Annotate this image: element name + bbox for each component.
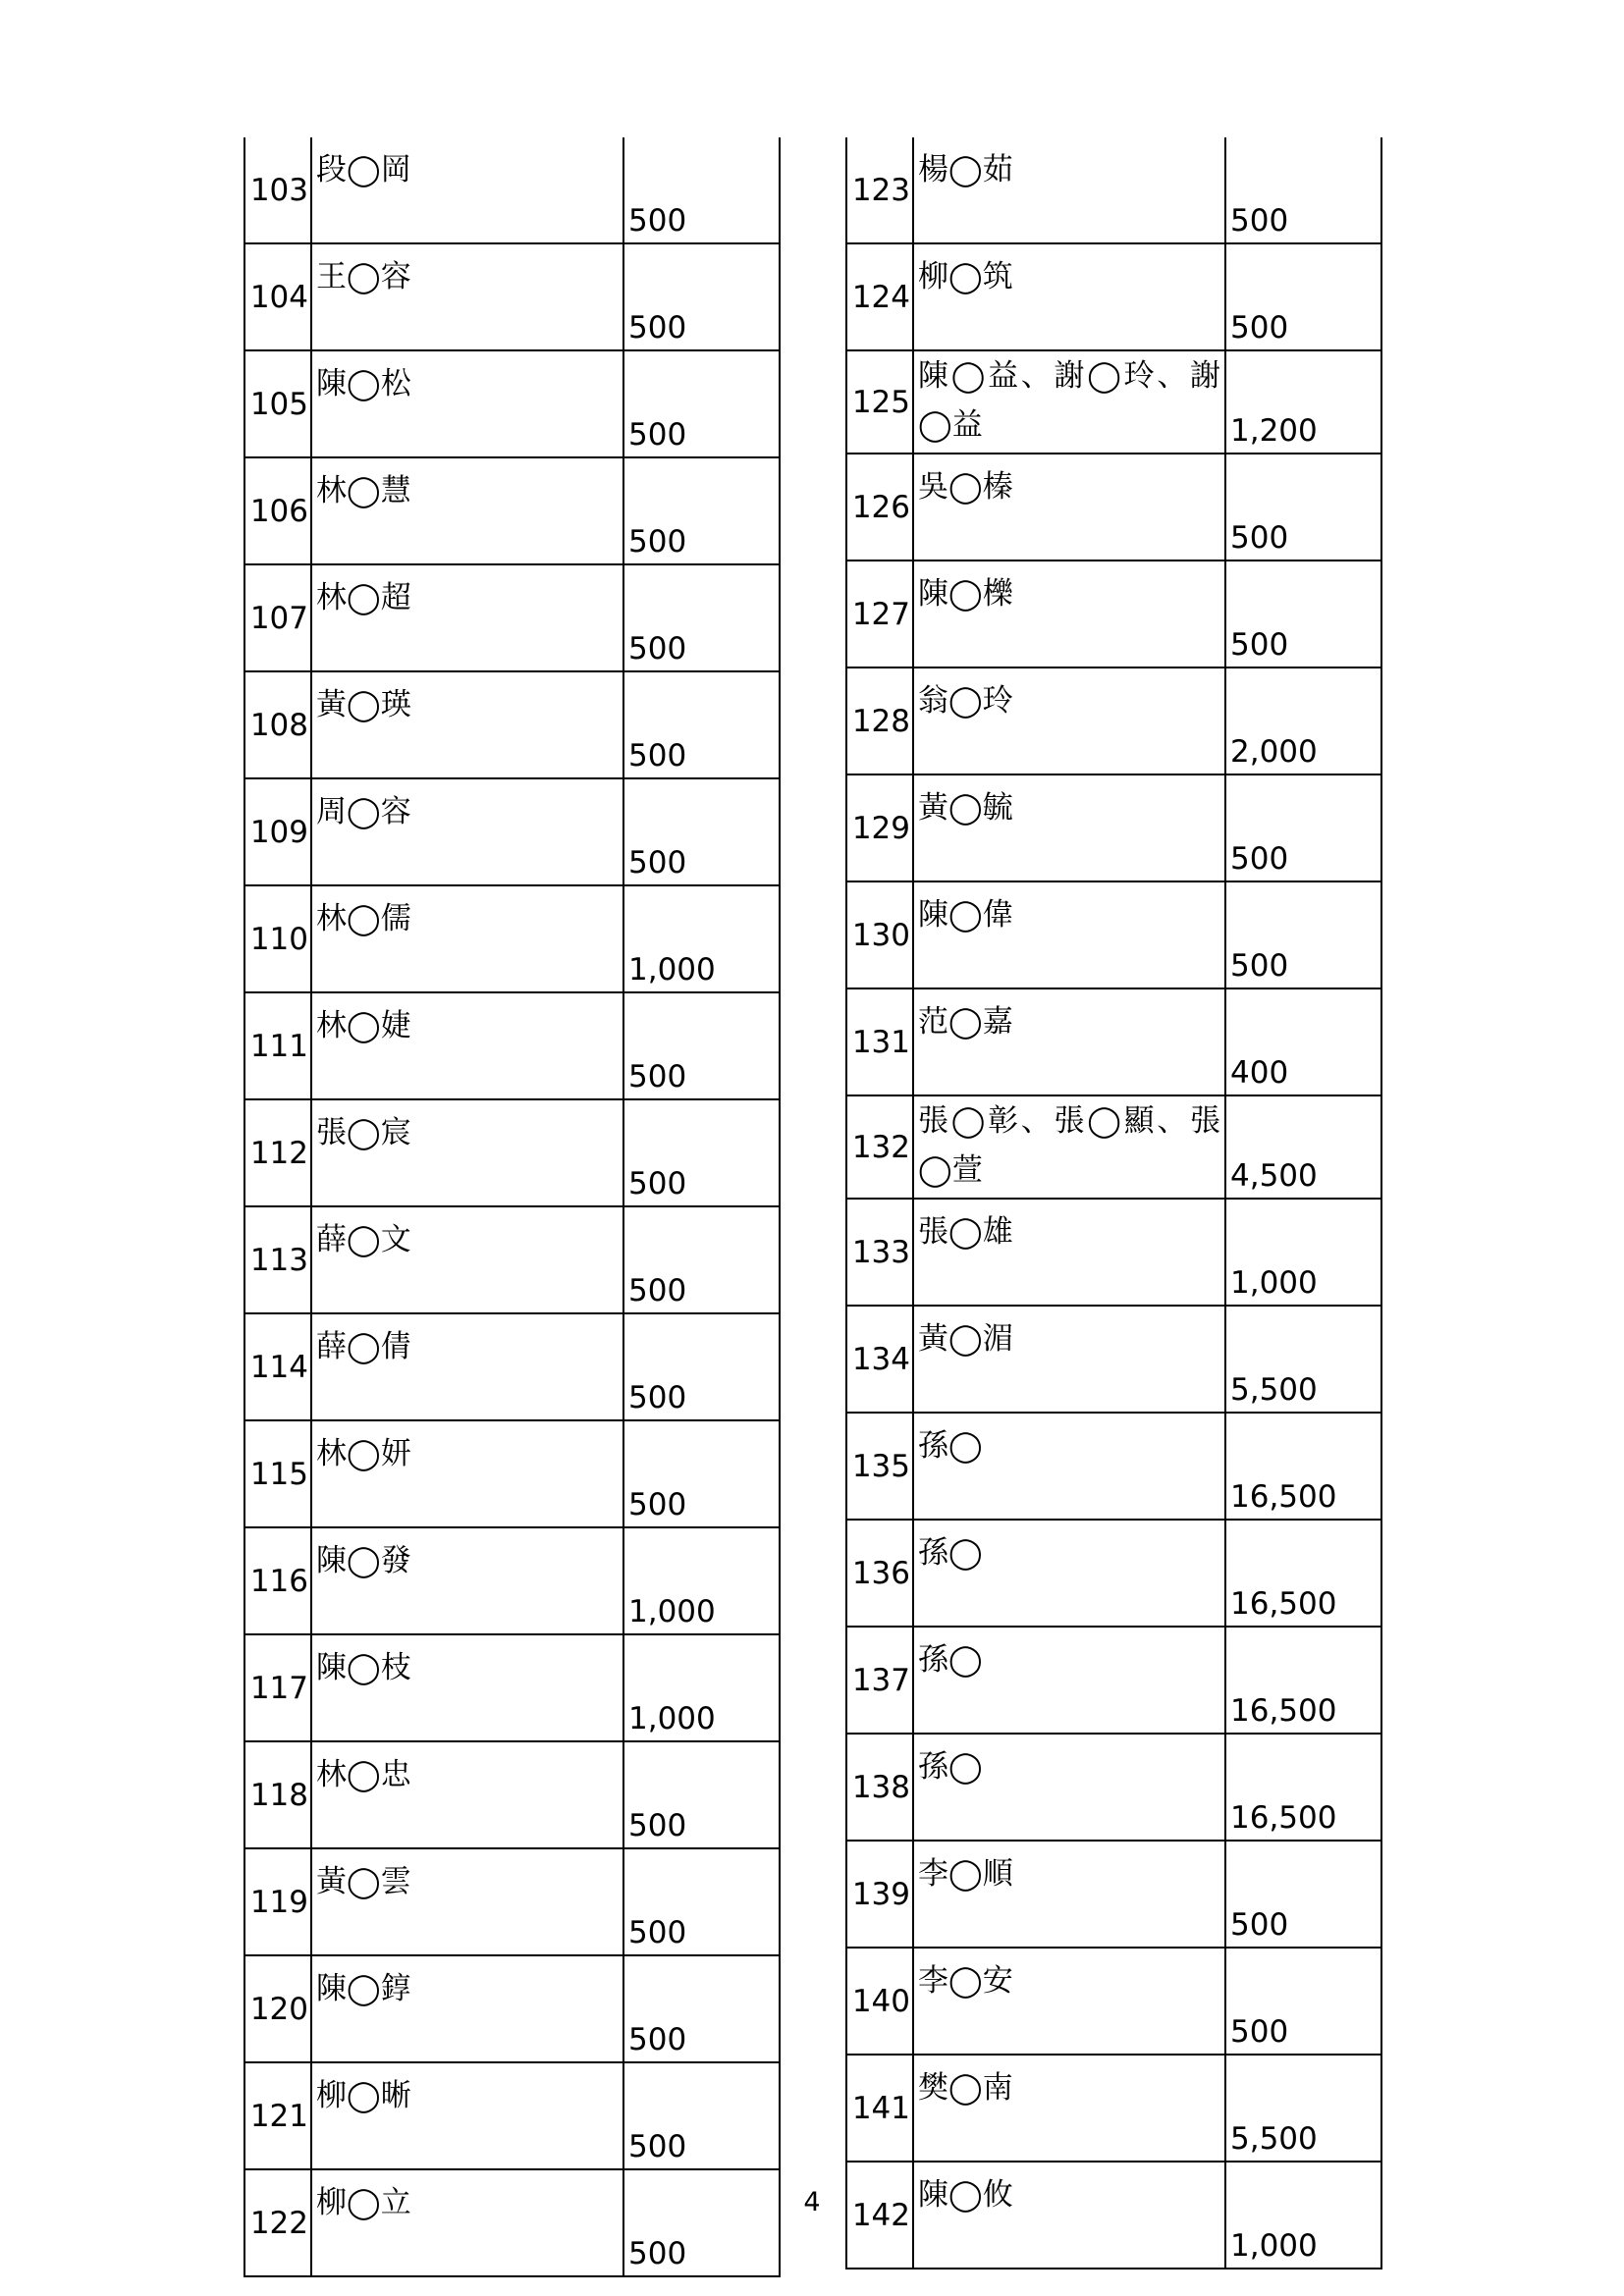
donation-amount: 500 <box>623 778 780 885</box>
table-row <box>244 564 780 671</box>
donation-amount: 500 <box>623 1955 780 2062</box>
table-row <box>846 988 1381 1095</box>
donation-amount: 1,000 <box>1225 2162 1381 2269</box>
row-number: 110 <box>244 885 311 992</box>
donation-amount: 500 <box>1225 774 1381 881</box>
donation-amount: 500 <box>623 992 780 1099</box>
donor-name: 林◯婕 <box>311 992 623 1099</box>
table-row <box>846 1095 1381 1199</box>
row-number: 114 <box>244 1313 311 1420</box>
donation-amount: 500 <box>623 1099 780 1206</box>
donor-name: 李◯順 <box>913 1841 1225 1948</box>
donation-amount: 500 <box>623 1206 780 1313</box>
table-row <box>846 881 1381 988</box>
row-number: 140 <box>846 1948 913 2055</box>
donor-name: 孫◯ <box>913 1734 1225 1841</box>
row-number: 109 <box>244 778 311 885</box>
table-row <box>244 137 780 243</box>
donor-name: 翁◯玲 <box>913 667 1225 774</box>
table-row <box>244 1313 780 1420</box>
table-row <box>244 1848 780 1955</box>
table-row <box>244 1634 780 1741</box>
donation-amount: 1,000 <box>623 1634 780 1741</box>
donation-amount: 500 <box>1225 561 1381 667</box>
donor-name: 張◯宸 <box>311 1099 623 1206</box>
table-row <box>244 2062 780 2169</box>
table-row <box>244 1955 780 2062</box>
row-number: 111 <box>244 992 311 1099</box>
table-row <box>846 243 1381 350</box>
donor-name: 周◯容 <box>311 778 623 885</box>
table-row <box>244 1099 780 1206</box>
donor-name: 薛◯倩 <box>311 1313 623 1420</box>
table-row <box>244 1206 780 1313</box>
donor-name: 楊◯茹 <box>913 137 1225 243</box>
row-number: 113 <box>244 1206 311 1313</box>
donation-amount: 5,500 <box>1225 2055 1381 2162</box>
table-row <box>244 243 780 350</box>
row-number: 137 <box>846 1627 913 1734</box>
donor-name: 樊◯南 <box>913 2055 1225 2162</box>
donation-amount: 500 <box>623 2062 780 2169</box>
row-number: 122 <box>244 2169 311 2276</box>
donation-amount: 500 <box>623 1420 780 1527</box>
table-row <box>846 1306 1381 1413</box>
table-row <box>846 2055 1381 2162</box>
donor-name: 陳◯偉 <box>913 881 1225 988</box>
donor-name: 吳◯榛 <box>913 454 1225 561</box>
donation-amount: 500 <box>623 457 780 564</box>
donor-name: 柳◯立 <box>311 2169 623 2276</box>
donation-amount: 500 <box>623 1313 780 1420</box>
donor-name: 陳◯松 <box>311 350 623 457</box>
table-row <box>244 2169 780 2276</box>
row-number: 107 <box>244 564 311 671</box>
row-number: 142 <box>846 2162 913 2269</box>
donation-amount: 500 <box>623 2169 780 2276</box>
donor-name: 范◯嘉 <box>913 988 1225 1095</box>
table-row <box>846 1841 1381 1948</box>
donor-name: 林◯超 <box>311 564 623 671</box>
donation-amount: 16,500 <box>1225 1627 1381 1734</box>
table-row <box>846 1734 1381 1841</box>
row-number: 112 <box>244 1099 311 1206</box>
donation-amount: 1,000 <box>623 1527 780 1634</box>
table-row <box>244 457 780 564</box>
row-number: 124 <box>846 243 913 350</box>
donor-name: 林◯慧 <box>311 457 623 564</box>
row-number: 103 <box>244 137 311 243</box>
table-row <box>244 1741 780 1848</box>
row-number: 128 <box>846 667 913 774</box>
donation-amount: 1,200 <box>1225 350 1381 454</box>
row-number: 127 <box>846 561 913 667</box>
donation-amount: 500 <box>623 1848 780 1955</box>
donor-name: 陳◯益、謝◯玲、謝◯益 <box>913 350 1225 454</box>
donation-amount: 500 <box>1225 881 1381 988</box>
table-row <box>846 774 1381 881</box>
row-number: 133 <box>846 1199 913 1306</box>
donor-name: 黃◯瑛 <box>311 671 623 778</box>
donation-amount: 500 <box>623 350 780 457</box>
table-row <box>244 1527 780 1634</box>
table-row <box>846 1199 1381 1306</box>
row-number: 108 <box>244 671 311 778</box>
donor-table-right <box>845 137 1382 2269</box>
row-number: 126 <box>846 454 913 561</box>
donation-amount: 500 <box>1225 454 1381 561</box>
row-number: 141 <box>846 2055 913 2162</box>
row-number: 132 <box>846 1095 913 1199</box>
row-number: 129 <box>846 774 913 881</box>
table-row <box>244 885 780 992</box>
table-row <box>244 778 780 885</box>
donor-name: 薛◯文 <box>311 1206 623 1313</box>
table-row <box>244 350 780 457</box>
donor-name: 林◯妍 <box>311 1420 623 1527</box>
row-number: 104 <box>244 243 311 350</box>
donor-name: 陳◯攸 <box>913 2162 1225 2269</box>
table-row <box>846 350 1381 454</box>
donation-amount: 4,500 <box>1225 1095 1381 1199</box>
page-number: 4 <box>803 2187 821 2217</box>
row-number: 130 <box>846 881 913 988</box>
donation-amount: 500 <box>1225 243 1381 350</box>
donation-amount: 5,500 <box>1225 1306 1381 1413</box>
donor-name: 黃◯湄 <box>913 1306 1225 1413</box>
donation-amount: 400 <box>1225 988 1381 1095</box>
donor-name: 柳◯晰 <box>311 2062 623 2169</box>
table-row <box>846 1948 1381 2055</box>
donor-name: 王◯容 <box>311 243 623 350</box>
row-number: 118 <box>244 1741 311 1848</box>
table-row <box>846 667 1381 774</box>
donation-amount: 2,000 <box>1225 667 1381 774</box>
table-row <box>846 137 1381 243</box>
donor-name: 林◯儒 <box>311 885 623 992</box>
donation-amount: 500 <box>1225 137 1381 243</box>
row-number: 121 <box>244 2062 311 2169</box>
table-row <box>846 1627 1381 1734</box>
row-number: 139 <box>846 1841 913 1948</box>
donation-amount: 500 <box>623 1741 780 1848</box>
donor-name: 張◯雄 <box>913 1199 1225 1306</box>
row-number: 123 <box>846 137 913 243</box>
donor-name: 孫◯ <box>913 1627 1225 1734</box>
donation-amount: 16,500 <box>1225 1520 1381 1627</box>
row-number: 125 <box>846 350 913 454</box>
donation-amount: 500 <box>623 137 780 243</box>
donor-name: 柳◯筑 <box>913 243 1225 350</box>
donor-name: 段◯岡 <box>311 137 623 243</box>
donor-name: 陳◯發 <box>311 1527 623 1634</box>
donor-name: 張◯彰、張◯顯、張◯萱 <box>913 1095 1225 1199</box>
donation-amount: 1,000 <box>623 885 780 992</box>
donation-amount: 1,000 <box>1225 1199 1381 1306</box>
row-number: 136 <box>846 1520 913 1627</box>
donor-name: 陳◯枝 <box>311 1634 623 1741</box>
donation-amount: 500 <box>623 671 780 778</box>
row-number: 138 <box>846 1734 913 1841</box>
donor-name: 黃◯雲 <box>311 1848 623 1955</box>
row-number: 116 <box>244 1527 311 1634</box>
donation-amount: 500 <box>623 243 780 350</box>
donation-amount: 16,500 <box>1225 1734 1381 1841</box>
table-row <box>846 561 1381 667</box>
table-row <box>846 1520 1381 1627</box>
donor-name: 孫◯ <box>913 1413 1225 1520</box>
donor-name: 李◯安 <box>913 1948 1225 2055</box>
table-row <box>244 992 780 1099</box>
donor-name: 陳◯錞 <box>311 1955 623 2062</box>
donor-table-left <box>244 137 781 2277</box>
donor-name: 陳◯櫟 <box>913 561 1225 667</box>
row-number: 117 <box>244 1634 311 1741</box>
row-number: 119 <box>244 1848 311 1955</box>
row-number: 135 <box>846 1413 913 1520</box>
row-number: 115 <box>244 1420 311 1527</box>
donor-name: 黃◯毓 <box>913 774 1225 881</box>
donor-name: 林◯忠 <box>311 1741 623 1848</box>
table-row <box>846 454 1381 561</box>
donation-amount: 500 <box>1225 1841 1381 1948</box>
table-row <box>244 671 780 778</box>
row-number: 120 <box>244 1955 311 2062</box>
donation-amount: 16,500 <box>1225 1413 1381 1520</box>
row-number: 106 <box>244 457 311 564</box>
table-row <box>244 1420 780 1527</box>
row-number: 105 <box>244 350 311 457</box>
row-number: 134 <box>846 1306 913 1413</box>
table-row <box>846 1413 1381 1520</box>
row-number: 131 <box>846 988 913 1095</box>
donation-amount: 500 <box>623 564 780 671</box>
donation-amount: 500 <box>1225 1948 1381 2055</box>
donor-name: 孫◯ <box>913 1520 1225 1627</box>
